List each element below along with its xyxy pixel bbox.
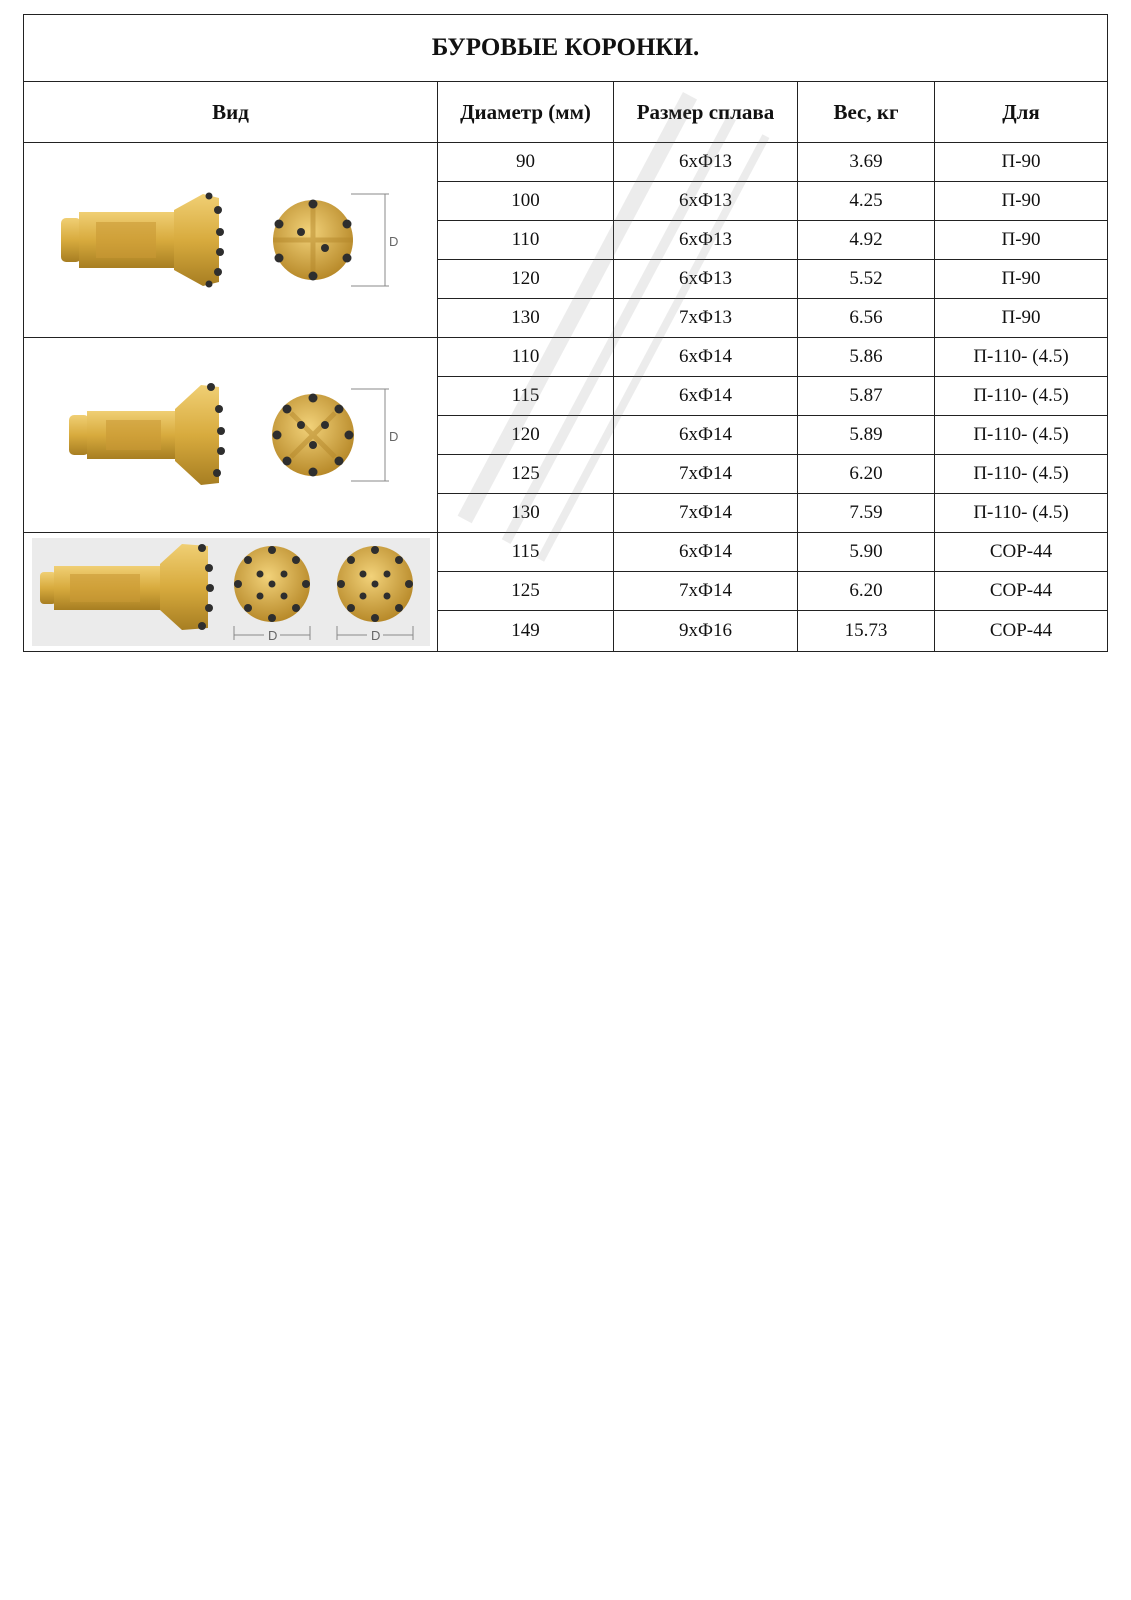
cell-for: П-90: [935, 299, 1108, 338]
cell-alloy: 6хФ13: [614, 182, 798, 221]
dimension-label: D: [267, 628, 277, 643]
dimension-label: D: [370, 628, 380, 643]
cell-alloy: 6хФ13: [614, 143, 798, 182]
cell-diameter: 90: [438, 143, 614, 182]
cell-for: П-90: [935, 143, 1108, 182]
cell-for: П-110- (4.5): [935, 494, 1108, 533]
cell-weight: 15.73: [798, 611, 935, 652]
header-diameter: Диаметр (мм): [438, 82, 614, 143]
drill-bit-illustration-1: [51, 180, 411, 300]
cell-for: П-110- (4.5): [935, 416, 1108, 455]
cell-for: П-110- (4.5): [935, 338, 1108, 377]
cell-diameter: 120: [438, 416, 614, 455]
cell-weight: 5.86: [798, 338, 935, 377]
cell-diameter: 120: [438, 260, 614, 299]
header-view: Вид: [24, 82, 438, 143]
cell-weight: 5.87: [798, 377, 935, 416]
cell-for: П-110- (4.5): [935, 377, 1108, 416]
cell-diameter: 149: [438, 611, 614, 652]
cell-weight: 6.20: [798, 572, 935, 611]
table-row: [24, 338, 1108, 377]
cell-alloy: 6хФ14: [614, 416, 798, 455]
bit-image-group-3: [24, 533, 438, 652]
cell-weight: 7.59: [798, 494, 935, 533]
product-sheet: [23, 14, 1107, 652]
cell-weight: 4.25: [798, 182, 935, 221]
cell-diameter: 130: [438, 299, 614, 338]
table-row: [24, 533, 1108, 572]
cell-alloy: 7хФ13: [614, 299, 798, 338]
cell-for: COP-44: [935, 611, 1108, 652]
cell-weight: 4.92: [798, 221, 935, 260]
cell-weight: 3.69: [798, 143, 935, 182]
dimension-label: D: [388, 429, 398, 444]
table-row: [24, 143, 1108, 182]
cell-weight: 6.20: [798, 455, 935, 494]
header-alloy: Размер сплава: [614, 82, 798, 143]
cell-weight: 6.56: [798, 299, 935, 338]
cell-diameter: 100: [438, 182, 614, 221]
cell-alloy: 7хФ14: [614, 572, 798, 611]
drill-bit-illustration-3: [32, 538, 430, 646]
cell-alloy: 7хФ14: [614, 494, 798, 533]
cell-diameter: 110: [438, 221, 614, 260]
dimension-label: D: [388, 234, 398, 249]
cell-diameter: 115: [438, 533, 614, 572]
cell-alloy: 6хФ14: [614, 338, 798, 377]
drill-bit-illustration-2: [51, 375, 411, 495]
cell-for: П-90: [935, 182, 1108, 221]
cell-alloy: 6хФ14: [614, 533, 798, 572]
bit-image-group-2: [24, 338, 438, 533]
cell-weight: 5.90: [798, 533, 935, 572]
header-weight: Вес, кг: [798, 82, 935, 143]
cell-for: COP-44: [935, 572, 1108, 611]
cell-for: П-90: [935, 260, 1108, 299]
cell-diameter: 125: [438, 455, 614, 494]
cell-diameter: 130: [438, 494, 614, 533]
cell-alloy: 6хФ14: [614, 377, 798, 416]
drill-bits-table: [23, 14, 1108, 652]
cell-for: COP-44: [935, 533, 1108, 572]
cell-weight: 5.52: [798, 260, 935, 299]
header-row: [24, 82, 1108, 143]
bit-image-group-1: [24, 143, 438, 338]
cell-weight: 5.89: [798, 416, 935, 455]
cell-alloy: 6хФ13: [614, 260, 798, 299]
cell-for: П-110- (4.5): [935, 455, 1108, 494]
table-title: БУРОВЫЕ КОРОНКИ.: [24, 15, 1108, 82]
cell-alloy: 6хФ13: [614, 221, 798, 260]
header-for: Для: [935, 82, 1108, 143]
cell-diameter: 115: [438, 377, 614, 416]
cell-alloy: 9хФ16: [614, 611, 798, 652]
cell-for: П-90: [935, 221, 1108, 260]
cell-alloy: 7хФ14: [614, 455, 798, 494]
cell-diameter: 110: [438, 338, 614, 377]
cell-diameter: 125: [438, 572, 614, 611]
